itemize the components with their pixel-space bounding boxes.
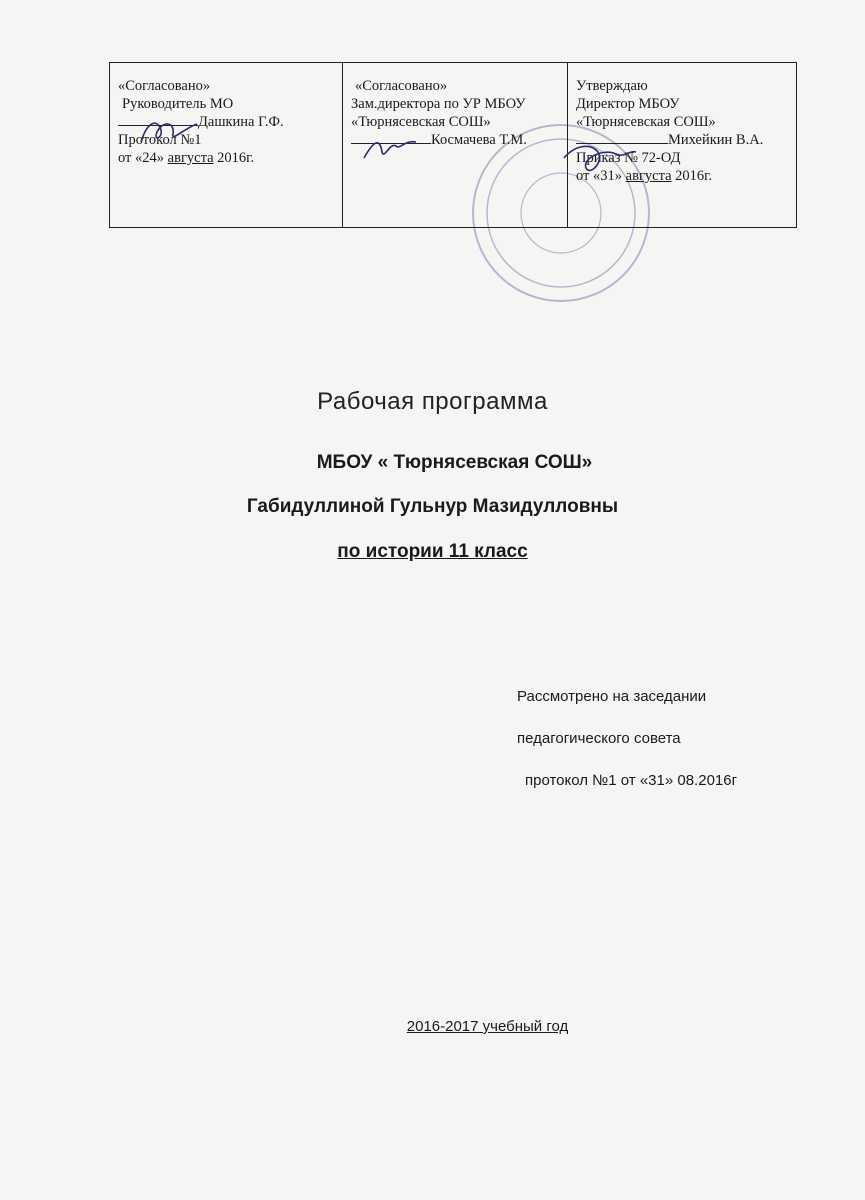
signature-blank bbox=[351, 131, 431, 144]
approval-cell-director bbox=[568, 63, 797, 228]
program-title: Рабочая программа bbox=[317, 388, 548, 415]
date-suffix: 2016г. bbox=[675, 168, 713, 184]
school-label: «Тюрнясевская СОШ» bbox=[351, 114, 491, 130]
order-date bbox=[576, 167, 790, 185]
signer-name: Михейкин В.А. bbox=[668, 132, 764, 148]
signature-line bbox=[576, 131, 790, 149]
signer-name: Дашкина Г.Ф. bbox=[198, 114, 284, 130]
signer-name: Космачева Т.М. bbox=[431, 132, 527, 148]
signature-line bbox=[351, 131, 561, 149]
position-label: Директор МБОУ bbox=[576, 96, 680, 112]
date-prefix: от «24» bbox=[118, 150, 165, 166]
approval-table bbox=[109, 62, 797, 228]
council-note bbox=[517, 688, 737, 814]
protocol-date bbox=[118, 149, 336, 167]
agreed-label: «Согласовано» bbox=[355, 78, 448, 94]
teacher-name: Габидуллиной Гульнур Мазидулловны bbox=[246, 496, 619, 517]
council-line-3: протокол №1 от «31» 08.2016г bbox=[525, 772, 738, 789]
academic-year: 2016-2017 учебный год bbox=[406, 1018, 569, 1035]
date-prefix: от «31» bbox=[576, 168, 623, 184]
order-label: Приказ № 72-ОД bbox=[576, 150, 681, 166]
signature-blank bbox=[576, 131, 668, 144]
school-title: МБОУ « Тюрнясевская СОШ» bbox=[316, 452, 593, 473]
position-label: Руководитель МО bbox=[122, 96, 234, 112]
council-line-1: Рассмотрено на заседании bbox=[517, 688, 707, 705]
signature-blank bbox=[118, 113, 198, 126]
approval-cell-mo bbox=[110, 63, 343, 228]
protocol-label: Протокол №1 bbox=[118, 132, 202, 148]
approved-label: Утверждаю bbox=[576, 78, 648, 94]
position-label: Зам.директора по УР МБОУ bbox=[351, 96, 526, 112]
agreed-label: «Согласовано» bbox=[118, 78, 211, 94]
council-line-2: педагогического совета bbox=[517, 730, 681, 747]
school-label: «Тюрнясевская СОШ» bbox=[576, 114, 716, 130]
approval-cell-deputy bbox=[343, 63, 568, 228]
subject-title: по истории 11 класс bbox=[337, 541, 528, 562]
date-suffix: 2016г. bbox=[217, 150, 255, 166]
date-month: августа bbox=[167, 150, 214, 166]
date-month: августа bbox=[625, 168, 672, 184]
signature-line bbox=[118, 113, 336, 131]
